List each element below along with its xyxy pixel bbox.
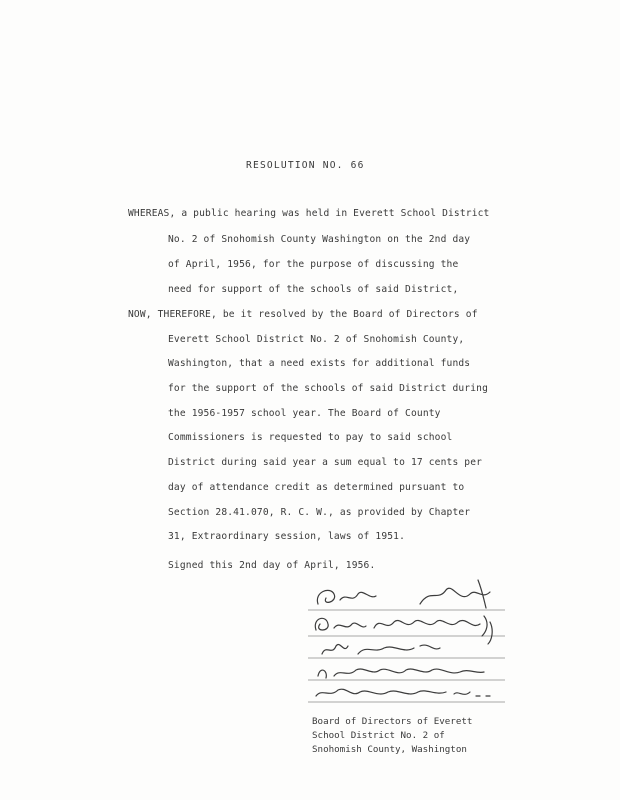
signed-date-line: Signed this 2nd day of April, 1956. [168, 560, 376, 571]
body-line: 31, Extraordinary session, laws of 1951. [168, 531, 406, 542]
body-line: the 1956-1957 school year. The Board of County [168, 408, 441, 419]
signature-1 [317, 580, 490, 608]
body-line: for the support of the schools of said District during [168, 383, 488, 394]
signature-4 [318, 669, 484, 678]
board-caption-line: Snohomish County, Washington [312, 744, 467, 755]
body-line: day of attendance credit as determined pursuant to [168, 482, 465, 493]
body-line: No. 2 of Snohomish County Washington on the 2nd day [168, 234, 471, 245]
resolution-title: RESOLUTION NO. 66 [246, 160, 365, 171]
body-line: need for support of the schools of said District, [168, 284, 459, 295]
body-line: Everett School District No. 2 of Snohomish County, [168, 334, 465, 345]
body-line: Section 28.41.070, R. C. W., as provided by Chapter [168, 507, 471, 518]
signature-2 [315, 616, 492, 644]
signature-3 [322, 644, 440, 654]
board-caption-line: School District No. 2 of [312, 730, 445, 741]
body-line: Washington, that a need exists for additional funds [168, 358, 471, 369]
body-line: of April, 1956, for the purpose of discussing the [168, 259, 459, 270]
body-line: WHEREAS, a public hearing was held in Everett School District [128, 208, 490, 219]
signature-block [300, 570, 520, 710]
board-caption-line: Board of Directors of Everett [312, 716, 473, 727]
body-line: NOW, THEREFORE, be it resolved by the Board of Directors of [128, 309, 478, 320]
signature-5 [316, 689, 490, 696]
signatures-image [300, 570, 520, 710]
body-line: Commissioners is requested to pay to said school [168, 432, 453, 443]
body-line: District during said year a sum equal to 17 cents per [168, 457, 483, 468]
